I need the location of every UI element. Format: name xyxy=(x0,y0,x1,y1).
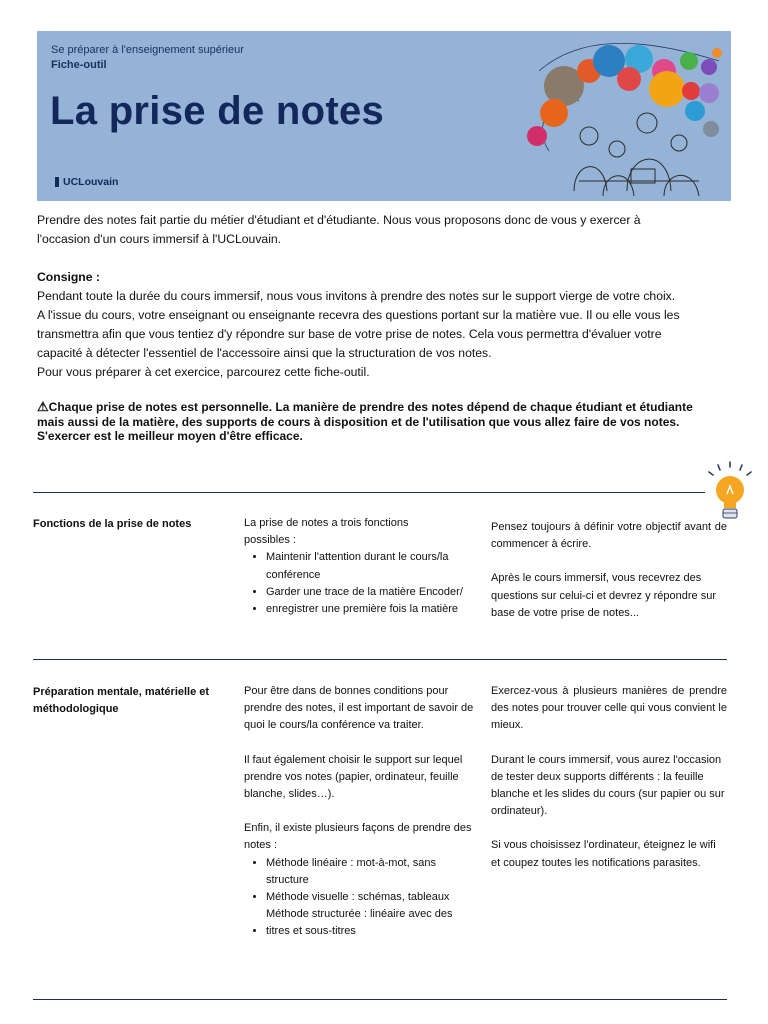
section-middle-column xyxy=(244,683,474,941)
list-item: • Maintenir l'attention durant le cours/la conférence xyxy=(266,549,484,583)
warning-note xyxy=(37,400,731,444)
header-tool-label: Fiche-outil xyxy=(51,59,107,71)
intro-line: Prendre des notes fait partie du métier d'étudiant et d'étudiante. Nous vous proposons donc de vous y exercer à xyxy=(37,213,641,227)
section-divider xyxy=(33,999,727,1000)
section-bullet-list xyxy=(244,549,484,618)
section-right-column xyxy=(491,683,727,872)
uclouvain-logo xyxy=(55,176,118,188)
warning-triangle-icon: ⚠ xyxy=(37,399,49,414)
section-label-text: Fonctions de la prise de notes xyxy=(33,518,192,530)
logo-mark-icon xyxy=(55,177,59,187)
warning-line: S'exercer est le meilleur moyen d'être efficace. xyxy=(37,429,303,443)
section-right-column xyxy=(491,519,727,622)
section-text: Exercez-vous à plusieurs manières de prendre des notes pour trouver celle qui vous convient le mieux. xyxy=(491,685,727,732)
list-item: • titres et sous-titres xyxy=(266,923,474,940)
section-label xyxy=(33,516,233,533)
section-label-text: Préparation mentale, matérielle et méthodologique xyxy=(33,686,210,716)
section-text: Durant le cours immersif, vous aurez l'occasion de tester deux supports différents : la feuille blanche et les slides du cours (sur papier ou sur ordinateur). xyxy=(491,753,725,818)
header-kicker: Se préparer à l'enseignement supérieur xyxy=(51,44,244,56)
section-text: possibles : xyxy=(244,534,296,547)
header-banner xyxy=(37,31,731,201)
consigne-line: Pour vous préparer à cet exercice, parcourez cette fiche-outil. xyxy=(37,365,370,379)
section-label xyxy=(33,684,233,718)
list-item: • Méthode linéaire : mot-à-mot, sans structure xyxy=(266,855,474,889)
intro-text xyxy=(37,211,731,382)
section-text: Si vous choisissez l'ordinateur, éteignez le wifi et coupez toutes les notifications parasites. xyxy=(491,839,716,869)
section-text: La prise de notes a trois fonctions xyxy=(244,517,409,529)
section-text: Il faut également choisir le support sur lequel prendre vos notes (papier, ordinateur, feuille blanche, slides…). xyxy=(244,753,463,801)
section-text: Pensez toujours à définir votre objectif avant de commencer à écrire. xyxy=(491,521,727,551)
section-text: Après le cours immersif, vous recevrez des questions sur celui-ci et devrez y répondre sur base de votre prise de notes... xyxy=(491,572,716,619)
logo-text: UCLouvain xyxy=(63,176,119,188)
consigne-line: transmettra afin que vous tentiez d'y répondre sur base de votre prise de notes. Cela vous permettra d'évaluer votre xyxy=(37,327,662,341)
section-divider xyxy=(33,659,727,660)
lightbulb-icon xyxy=(704,460,756,526)
consigne-line: A l'issue du cours, votre enseignant ou enseignante recevra des questions portant sur la matière vue. Il ou elle vous les xyxy=(37,308,680,322)
consigne-line: Pendant toute la durée du cours immersif, nous vous invitons à prendre des notes sur le support vierge de votre choix. xyxy=(37,289,676,303)
students-illustration xyxy=(519,31,731,201)
list-item: • enregistrer une première fois la matière xyxy=(266,601,484,618)
section-text: Enfin, il existe plusieurs façons de prendre des notes : xyxy=(244,822,472,852)
section-bullet-list xyxy=(244,855,474,941)
page-title: La prise de notes xyxy=(50,89,385,133)
list-item: • Garder une trace de la matière Encoder/ xyxy=(266,584,484,601)
warning-line: mais aussi de la matière, des supports de cours à disposition et de l'utilisation que vous allez faire de vos notes. xyxy=(37,414,680,429)
intro-line: l'occasion d'un cours immersif à l'UCLouvain. xyxy=(37,232,282,246)
section-text: Pour être dans de bonnes conditions pour prendre des notes, il est important de savoir de quoi le cours/la conférence va traiter. xyxy=(244,685,474,732)
list-item: • Méthode visuelle : schémas, tableaux Méthode structurée : linéaire avec des xyxy=(266,889,474,923)
consigne-line: capacité à détecter l'essentiel de l'accessoire ainsi que la structuration de vos notes. xyxy=(37,346,492,360)
section-divider xyxy=(33,492,705,493)
warning-line: Chaque prise de notes est personnelle. La manière de prendre des notes dépend de chaque étudiant et étudiante xyxy=(48,400,693,414)
consigne-label: Consigne : xyxy=(37,270,100,284)
section-middle-column xyxy=(244,515,484,618)
